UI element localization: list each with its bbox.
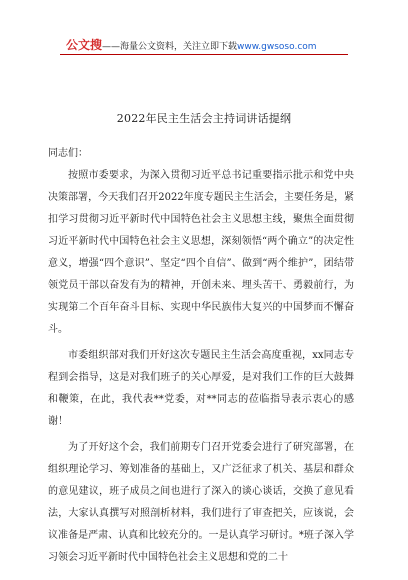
document-body: [48, 143, 354, 569]
header-site-link[interactable]: www.gwsoso.com: [237, 42, 317, 52]
document-title: 2022年民主生活会主持词讲话提纲: [116, 112, 292, 125]
page-header: [66, 36, 342, 53]
salutation: 同志们：: [48, 148, 88, 159]
paragraph-1: 按照市委要求，为深入贯彻习近平总书记重要指示批示和党中央决策部署，今天我们召开2022年度专题民主生活会，主要任务是，紧扣学习贯彻习近平新时代中国特色社会主义思想主线，聚焦全面贯彻习近平新时代中国特色社会主义思想，深刻领悟“两个确立”的决定性意义，增强“四个意识”、坚定“四个自信”、做到“两个维护”，团结带领党员干部以奋发有为的精神，开创未来、埋头苦干、勇毅前行，为实现第二个百年奋斗目标、实现中华民族伟大复兴的中国梦而不懈奋斗。: [48, 170, 354, 335]
header-tagline: ——海量公文资料，关注立即下载: [102, 42, 238, 52]
paragraph-3: 为了开好这个会，我们前期专门召开党委会进行了研究部署，在组织理论学习、筹划准备的基础上，又广泛征求了机关、基层和群众的意见建议，班子成员之间也进行了深入的谈心谈话，交换了意见看法，大家认真撰写对照剖析材料，我们进行了审查把关，应该说，会议准备是严肃、认真和比较充分的。一是认真学习研讨。*班子深入学习领会习近平新时代中国特色社会主义思想和党的二十: [48, 442, 354, 563]
header-divider: [60, 54, 348, 55]
brand-logo-text: 公文搜: [66, 38, 103, 52]
paragraph-2: 市委组织部对我们开好这次专题民主生活会高度重视，xx同志专程到会指导，这是对我们班子的关心厚爱，是对我们工作的巨大鼓舞和鞭策，在此，我代表**党委，对**同志的莅临指导表示衷心的感谢！: [48, 350, 354, 427]
